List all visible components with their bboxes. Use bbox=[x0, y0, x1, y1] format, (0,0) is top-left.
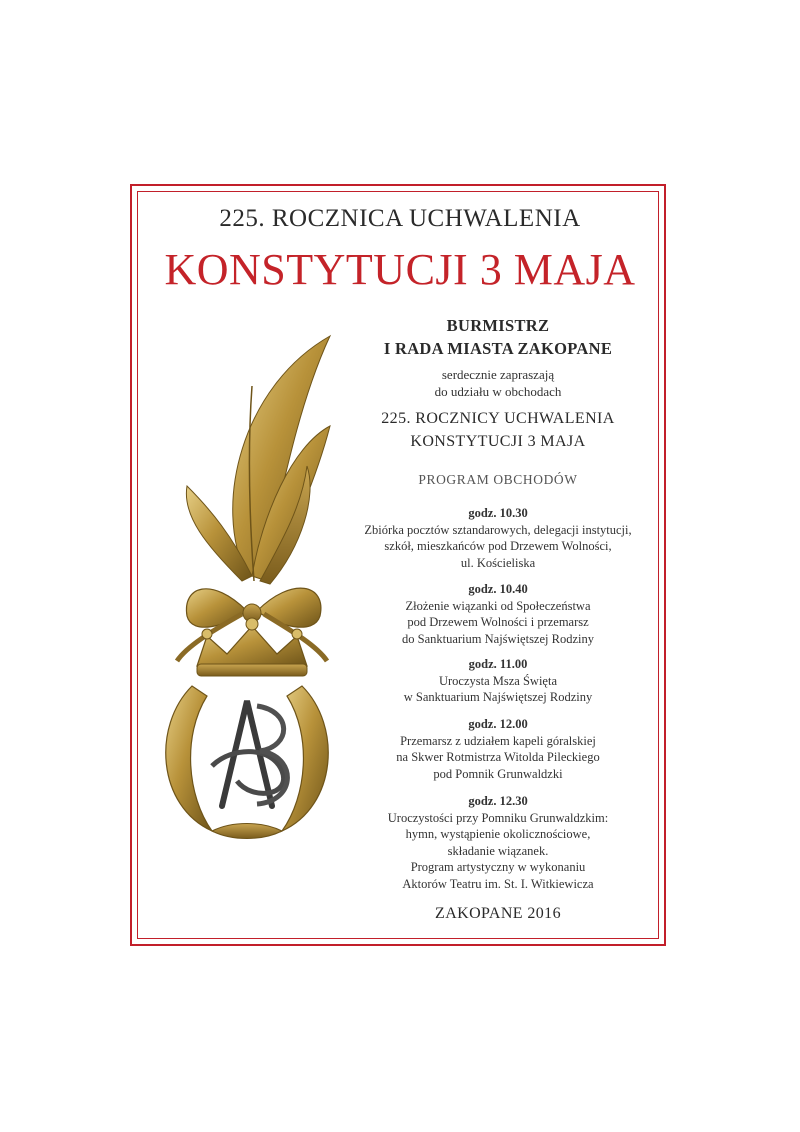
invitation-line-1: serdecznie zapraszają bbox=[441, 367, 555, 382]
program-event bbox=[338, 656, 658, 706]
constitution-title: KONSTYTUCJI 3 MAJA bbox=[164, 245, 636, 294]
invitation-block bbox=[338, 366, 658, 400]
event-time: godz. 12.00 bbox=[468, 717, 528, 731]
event-description-line: Przemarsz z udziałem kapeli góralskiej bbox=[400, 733, 596, 748]
occasion-line-1: 225. ROCZNICY UCHWALENIA bbox=[381, 410, 615, 427]
event-time: godz. 10.30 bbox=[468, 506, 528, 520]
event-time: godz. 10.40 bbox=[468, 582, 528, 596]
event-description-line: składanie wiązanek. bbox=[447, 843, 549, 858]
event-description-line: pod Drzewem Wolności i przemarsz bbox=[407, 615, 589, 629]
occasion-line-2: KONSTYTUCJI 3 MAJA bbox=[410, 433, 586, 450]
event-description-line: na Skwer Rotmistrza Witolda Pileckiego bbox=[396, 750, 600, 764]
event-time: godz. 12.30 bbox=[468, 794, 528, 808]
event-description-line: Aktorów Teatru im. St. I. Witkiewicza bbox=[402, 876, 594, 891]
event-description-line: pod Pomnik Grunwaldzki bbox=[433, 766, 563, 781]
host-block bbox=[338, 314, 658, 360]
program-event bbox=[338, 716, 658, 782]
event-description-line: hymn, wystąpienie okolicznościowe, bbox=[405, 827, 591, 841]
event-description-line: ul. Kościeliska bbox=[460, 555, 536, 570]
program-event bbox=[338, 505, 658, 571]
invitation-line-2: do udziału w obchodach bbox=[434, 384, 562, 399]
event-description-line: Uroczystości przy Pomniku Grunwaldzkim: bbox=[387, 810, 609, 825]
event-time: godz. 11.00 bbox=[468, 657, 528, 671]
event-description-line: Uroczysta Msza Święta bbox=[438, 673, 558, 688]
royal-emblem-illustration bbox=[152, 326, 342, 846]
event-description-line: Zbiórka pocztów sztandarowych, delegacji instytucji, bbox=[364, 522, 632, 537]
event-description-line: Złożenie wiązanki od Społeczeństwa bbox=[405, 598, 591, 613]
host-line-2: I RADA MIASTA ZAKOPANE bbox=[383, 339, 613, 358]
host-line-1: BURMISTRZ bbox=[446, 316, 550, 335]
program-title: PROGRAM OBCHODÓW bbox=[418, 472, 578, 487]
event-description-line: Program artystyczny w wykonaniu bbox=[410, 860, 586, 874]
event-description-line: szkół, mieszkańców pod Drzewem Wolności, bbox=[384, 539, 612, 553]
event-description-line: w Sanktuarium Najświętszej Rodziny bbox=[403, 690, 593, 704]
event-description-line: do Sanktuarium Najświętszej Rodziny bbox=[402, 631, 594, 646]
program-event bbox=[338, 793, 658, 892]
program-event bbox=[338, 581, 658, 647]
anniversary-title: 225. ROCZNICA UCHWALENIA bbox=[219, 205, 581, 232]
occasion-block bbox=[338, 407, 658, 453]
footer-place-year: ZAKOPANE 2016 bbox=[435, 905, 561, 922]
